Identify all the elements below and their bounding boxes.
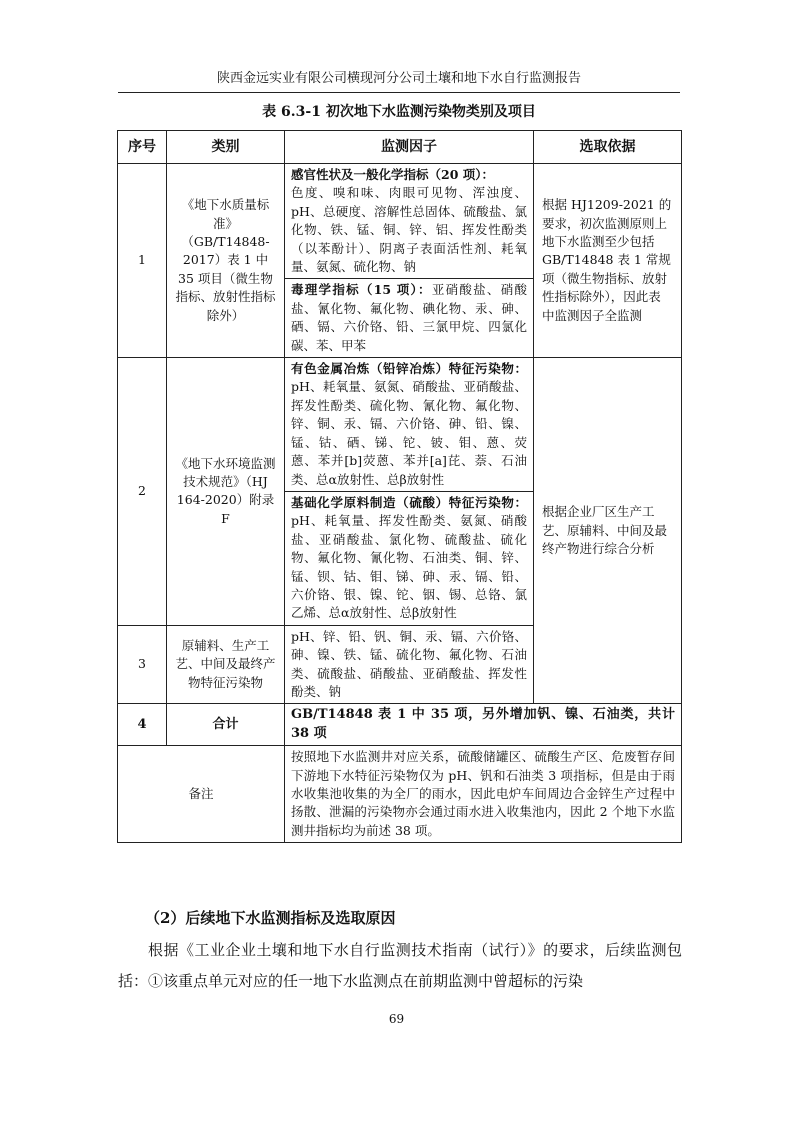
- row-basis: 根据企业厂区生产工艺、原辅料、中间及最终产物进行综合分析: [534, 358, 682, 704]
- remarks-row: [118, 746, 682, 843]
- factor-title: 有色金属冶炼（铅锌冶炼）特征污染物：: [291, 361, 527, 377]
- section-subheading: （2）后续地下水监测指标及选取原因: [145, 909, 396, 927]
- factor-cell: [285, 491, 534, 625]
- factor-text: 亚硝酸盐、硝酸盐、氰化物、氟化物、碘化物、汞、砷、硒、镉、六价铬、铅、三氯甲烷、四氯化碳、苯、甲苯: [291, 282, 527, 353]
- page-header: 陕西金远实业有限公司横现河分公司土壤和地下水自行监测报告: [118, 66, 680, 93]
- col-header-no: 序号: [118, 131, 167, 164]
- factor-text: pH、耗氧量、挥发性酚类、氨氮、硝酸盐、亚硝酸盐、氯化物、硫酸盐、硫化物、氟化物、氰化物、石油类、铜、锌、锰、钡、钴、钼、锑、砷、汞、镉、铅、六价铬、银、镍、铊、铟、锡、总铬、氯乙烯、总α放射性、总β放射性: [291, 513, 527, 621]
- row-category: 《地下水质量标准》（GB/T14848-2017）表 1 中 35 项目（微生物指标、放射性指标除外）: [167, 164, 285, 358]
- total-text: GB/T14848 表 1 中 35 项，另外增加钒、镍、石油类，共计 38 项: [285, 704, 682, 746]
- remarks-label: 备注: [118, 746, 285, 843]
- table-row: [118, 358, 682, 492]
- total-number: 4: [118, 704, 167, 746]
- factor-cell: pH、锌、铅、钒、铜、汞、镉、六价铬、砷、镍、铁、锰、硫化物、氟化物、石油类、硫酸盐、硝酸盐、亚硝酸盐、挥发性酚类、钠: [285, 625, 534, 704]
- monitoring-table: [117, 130, 682, 843]
- factor-cell: [285, 358, 534, 492]
- col-header-basis: 选取依据: [534, 131, 682, 164]
- table-header-row: [118, 131, 682, 164]
- page-number: 69: [388, 1012, 405, 1026]
- row-number: 3: [118, 625, 167, 704]
- factor-title: 感官性状及一般化学指标（20 项）：: [291, 167, 494, 182]
- table-row: [118, 164, 682, 279]
- factor-cell: [285, 279, 534, 358]
- factor-title: 基础化学原料制造（硫酸）特征污染物：: [291, 494, 527, 510]
- row-number: 2: [118, 358, 167, 626]
- factor-text: pH、耗氧量、氨氮、硝酸盐、亚硝酸盐、挥发性酚类、硫化物、氰化物、氟化物、锌、铜、汞、镉、六价铬、砷、铅、镍、锰、钴、硒、锑、铊、铍、钼、蒽、荧蒽、苯并[b]荧蒽、苯并[a]芘、萘、石油类、总α放射性、总β放射性: [291, 379, 527, 487]
- total-label: 合计: [167, 704, 285, 746]
- factor-title: 毒理学指标（15 项）：: [291, 282, 432, 298]
- total-row: [118, 704, 682, 746]
- row-number: 1: [118, 164, 167, 358]
- col-header-factors: 监测因子: [285, 131, 534, 164]
- row-category: 《地下水环境监测技术规范》（HJ 164-2020）附录 F: [167, 358, 285, 626]
- factor-cell: [285, 164, 534, 279]
- factor-text: 色度、嗅和味、肉眼可见物、浑浊度、pH、总硬度、溶解性总固体、硫酸盐、氯化物、铁、锰、铜、锌、铝、挥发性酚类（以苯酚计）、阴离子表面活性剂、耗氧量、氨氮、硫化物、钠: [291, 185, 527, 275]
- table-caption: 表 6.3-1 初次地下水监测污染物类别及项目: [262, 104, 536, 120]
- remarks-text: 按照地下水监测井对应关系，硫酸储罐区、硫酸生产区、危废暂存间下游地下水特征污染物仅为 pH、钒和石油类 3 项指标，但是由于雨水收集池收集的为全厂的雨水，因此电炉车间周边合金锌生产过程中扬散、泄漏的污染物亦会通过雨水进入收集池内，因此 2 个地下水监测井指标均为前述 38 项。: [285, 746, 682, 843]
- row-basis: 根据 HJ1209-2021 的要求，初次监测原则上地下水监测至少包括 GB/T14848 表 1 常规项（微生物指标、放射性指标除外），因此表中监测因子全监测: [534, 164, 682, 358]
- body-paragraph: 根据《工业企业土壤和地下水自行监测技术指南（试行）》的要求，后续监测包括：①该重点单元对应的任一地下水监测点在前期监测中曾超标的污染: [118, 941, 682, 990]
- col-header-category: 类别: [167, 131, 285, 164]
- row-category: 原辅料、生产工艺、中间及最终产物特征污染物: [167, 625, 285, 704]
